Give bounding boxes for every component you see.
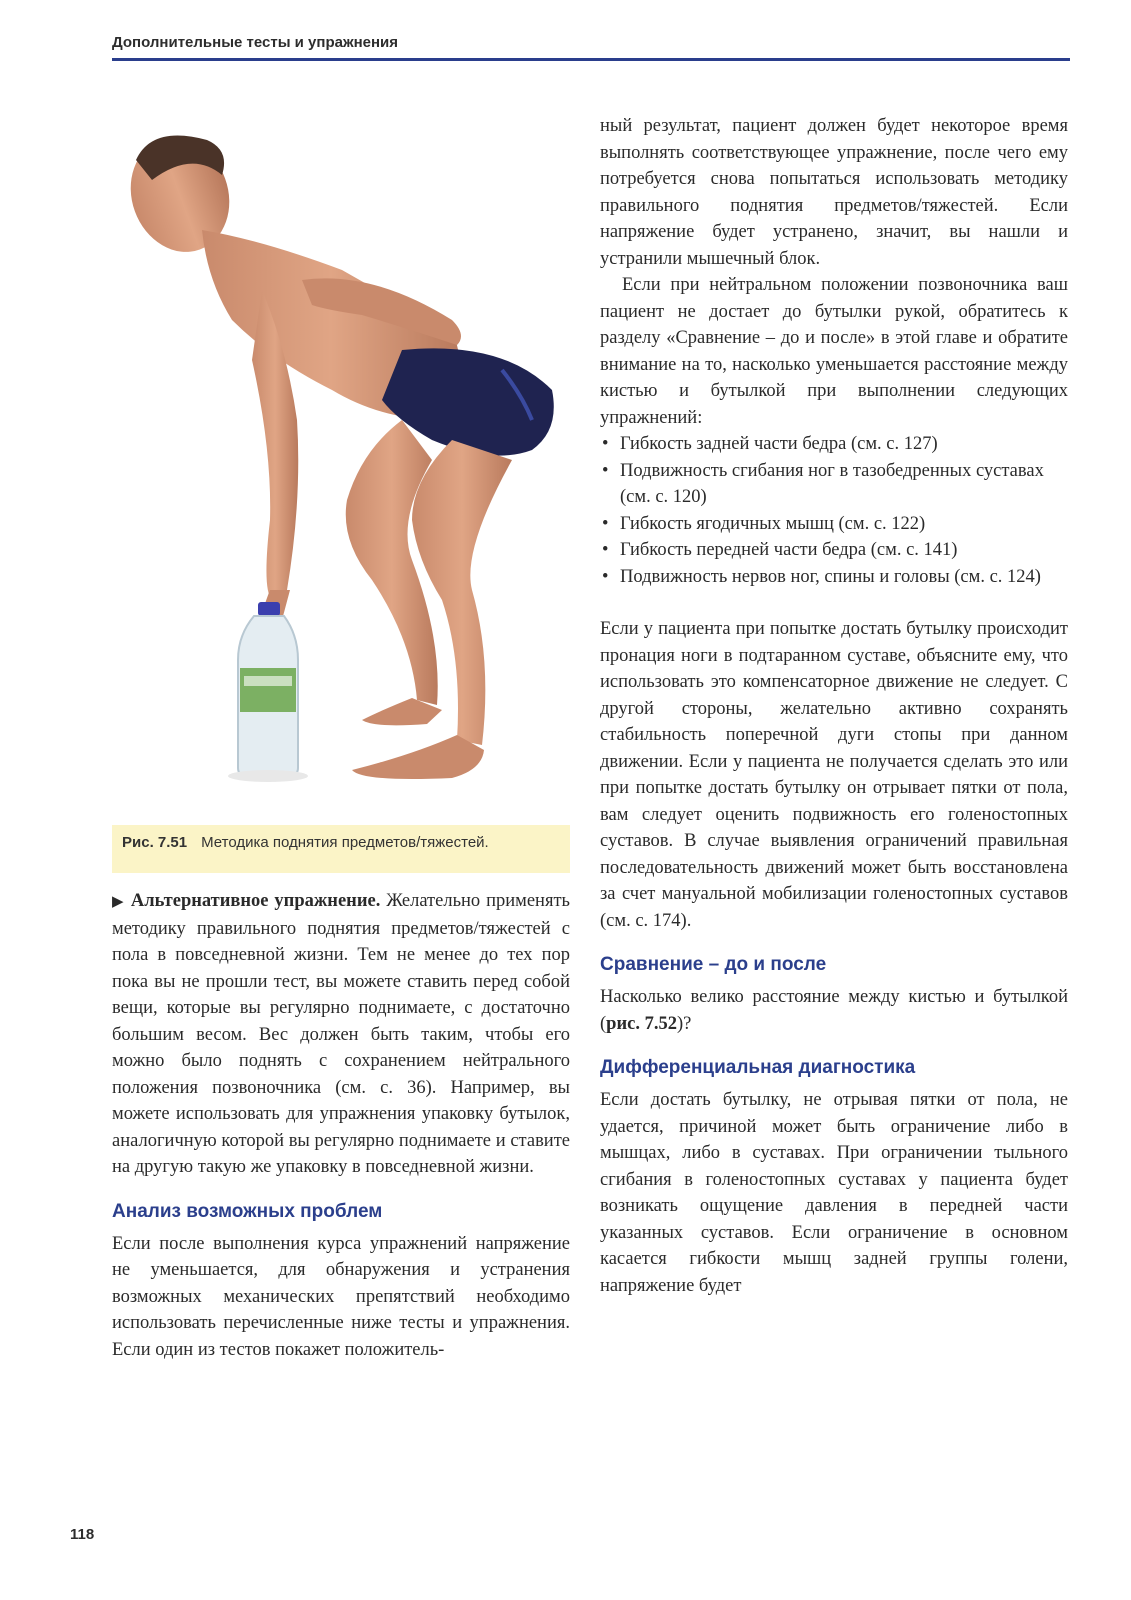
list-item: • Гибкость ягодичных мышц (см. с. 122) (600, 511, 1068, 538)
alternative-exercise-paragraph (112, 888, 570, 1181)
figure-label: Рис. 7.51 (122, 834, 188, 851)
figure-caption (112, 825, 570, 873)
right-column (600, 113, 1068, 1299)
spacer (600, 590, 1068, 616)
pronation-paragraph: Если у пациента при попытке достать бутылку происходит пронация ноги в подтаранном суставе, объясните ему, что использовать это компенсаторное движение не следует. С другой стороны, желательно активно сохранять стабильность поперечной дуги стопы при данном движении. Если у пациента не получается сделать это или при попытке достать бутылку он отрывает пятки от пола, вам следует оценить подвижность его голеностопных суставов. В случае выявления ограничений правильная последовательность движений может быть восстановлена за счет мануальной мобилизации голеностопных суставов (см. с. 174). (600, 619, 1068, 931)
alternative-exercise-lead: Альтернативное упражнение. (130, 891, 381, 911)
comparison-text-before: Насколько велико расстояние между кистью и бутылкой ( (600, 987, 1068, 1034)
neutral-spine-paragraph: Если при нейтральном положении позвоночника ваш пациент не достает до бутылки рукой, обратитесь к разделу «Сравнение – до и после» в этой главе и обратите внимание на то, насколько уменьшается расстояние между кистью и бутылкой при выполнении следующих упражнений: (600, 275, 1068, 428)
list-item: • Гибкость передней части бедра (см. с. 141) (600, 537, 1068, 564)
page-number: 118 (70, 1526, 95, 1543)
section-title-problem-analysis: Анализ возможных проблем (112, 1200, 383, 1222)
problem-analysis-paragraph: Если после выполнения курса упражнений напряжение не уменьшается, для обнаружения и устранения возможных механических препятствий необходимо использовать перечисленные ниже тесты и упражнения. Если один из тестов покажет положитель- (112, 1233, 570, 1360)
alternative-exercise-text: Желательно применять методику правильного поднятия предметов/тяжестей с пола в повседневной жизни. Тем не менее до тех пор пока вы не прошли тест, вы можете ставить перед собой вещи, которые вы регулярно поднимаете, с достаточно большим весом. Вес должен быть таким, чтобы его можно было поднять с сохранением нейтрального положения позвоночника (см. с. 36). Например, вы можете использовать для упражнения упаковку бутылок, аналогичную которой вы регулярно поднимаете и ставите на другую такую же упаковку в повседневной жизни. (112, 891, 570, 1177)
list-item: • Подвижность нервов ног, спины и головы (см. с. 124) (600, 564, 1068, 591)
running-head: Дополнительные тесты и упражнения (112, 34, 399, 51)
list-item: • Гибкость задней части бедра (см. с. 127) (600, 431, 1068, 458)
continuation-paragraph: ный результат, пациент должен будет некоторое время выполнять соответствующее упражнение, после чего ему потребуется снова попытаться использовать методику правильного поднятия предметов/тяжестей. Если напряжение будет устранено, значит, вы нашли и устранили мышечный блок. (600, 116, 1068, 269)
list-item: • Подвижность сгибания ног в тазобедренных суставах (см. с. 120) (600, 458, 1068, 511)
triangle-bullet-icon: ▶ (112, 894, 125, 910)
figure-photo (112, 120, 570, 825)
section-title-differential-diagnosis: Дифференциальная диагностика (600, 1057, 916, 1078)
comparison-text-after: )? (676, 1013, 692, 1034)
differential-diagnosis-paragraph: Если достать бутылку, не отрывая пятки от пола, не удается, причиной может быть ограничение либо в мышцах, либо в суставах. При ограничении тыльного сгибания в голеностопных суставах у пациента будет возникать ощущение давления в передней части указанных суставов. Если ограничение в основном касается гибкости мышц задней группы голени, напряжение будет (600, 1090, 1068, 1296)
left-column (112, 888, 570, 1363)
figure-caption-text: Методика поднятия предметов/тяжестей. (201, 834, 489, 851)
figure-reference: рис. 7.52 (606, 1013, 677, 1034)
comparison-paragraph (600, 984, 1068, 1037)
man-lifting-bottle-illustration (112, 120, 570, 825)
section-title-comparison: Сравнение – до и после (600, 954, 827, 975)
header-rule (112, 58, 1070, 61)
exercise-list (600, 431, 1068, 590)
